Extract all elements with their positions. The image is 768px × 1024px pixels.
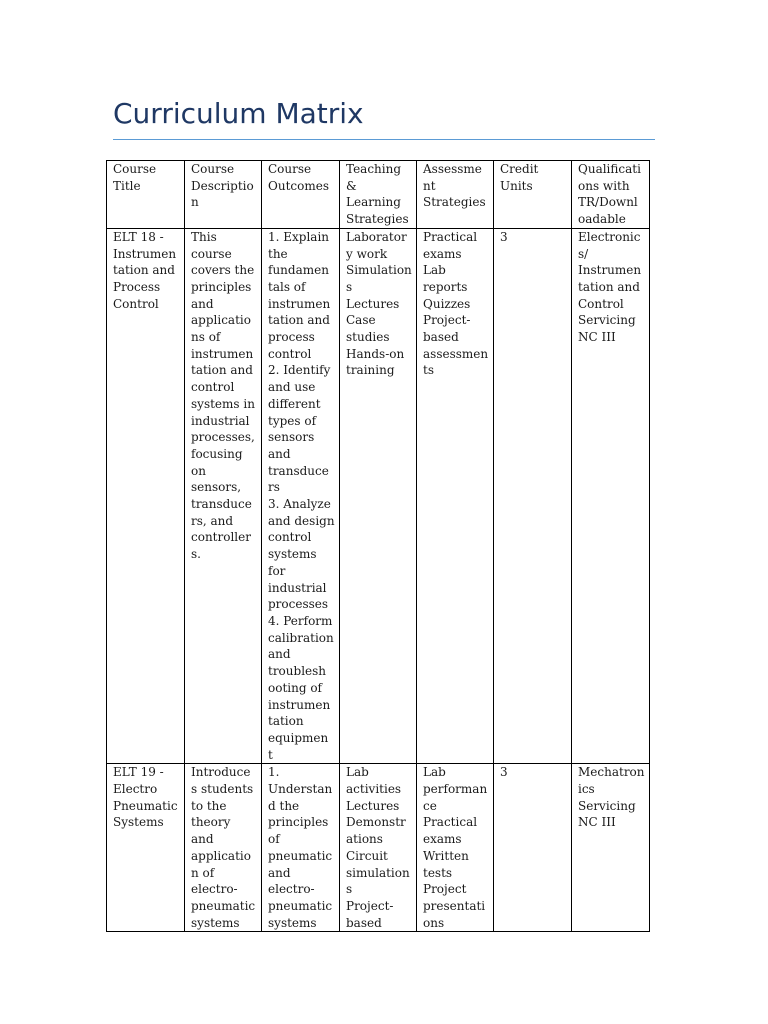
table-cell-course-outcomes [262, 764, 340, 932]
cell-text-line: processes, [191, 430, 255, 445]
cell-text-line: the [268, 246, 288, 261]
header-cell-teaching-learning-strategies [340, 161, 417, 229]
cell-text-line: activities [346, 782, 402, 797]
cell-text-line: rs [268, 480, 280, 495]
cell-text-line: and [191, 832, 214, 847]
cell-text-line: y work [346, 246, 388, 261]
cell-text-line: Project- [346, 898, 394, 913]
cell-text-line: n of [191, 865, 215, 880]
cell-text-line: exams [423, 246, 462, 261]
cell-text-line: Circuit [346, 848, 388, 863]
cell-text-line: Project- [423, 313, 471, 328]
table-cell-course-title [107, 764, 185, 932]
cell-text-line: systems [268, 915, 317, 930]
cell-text-line: Practical [423, 815, 478, 830]
cell-text-line: course [191, 246, 232, 261]
cell-text-line: Servicing [578, 798, 636, 813]
cell-text-line: and design [268, 513, 335, 528]
cell-text-line: Assessme [423, 162, 482, 176]
header-cell-course-outcomes [262, 161, 340, 229]
cell-text-line: s students [191, 782, 254, 797]
cell-text-line: & [346, 178, 357, 193]
cell-text-line: calibration [268, 630, 334, 645]
cell-text-line: Course [268, 162, 312, 176]
cell-text-line: instrumen [268, 697, 331, 712]
cell-text-line: ELT 18 - [113, 229, 164, 244]
cell-text-line: on [191, 463, 206, 478]
table-body [107, 161, 650, 932]
cell-text-line: t [268, 747, 273, 762]
cell-text-line: systems in [191, 396, 255, 411]
cell-text-line: Qualificati [578, 162, 641, 176]
cell-text-line: ons with [578, 178, 630, 193]
cell-text-line: ations [346, 832, 383, 847]
cell-text-line: 2. Identify [268, 363, 331, 378]
cell-text-line: electro- [191, 882, 238, 897]
cell-text-line: reports [423, 279, 468, 294]
cell-text-line: electro- [268, 882, 315, 897]
cell-text-line: 3. Analyze [268, 497, 331, 512]
cell-text-line: tests [423, 865, 453, 880]
table-cell-teaching-strategies [340, 228, 417, 764]
cell-text-line: s [346, 279, 353, 294]
cell-text-line: transduce [191, 497, 252, 512]
header-cell-course-description [185, 161, 262, 229]
table-row [107, 228, 650, 764]
cell-text-line: tation and [113, 263, 175, 278]
cell-text-line: s [346, 882, 353, 897]
cell-text-line: Lab [423, 765, 446, 780]
header-cell-assessment-strategies [417, 161, 494, 229]
cell-text-line: Systems [113, 815, 164, 830]
cell-text-line: ons [423, 915, 445, 930]
cell-text-line: of [268, 832, 280, 847]
page-title: Curriculum Matrix [113, 97, 364, 130]
cell-text-line: theory [191, 815, 231, 830]
cell-text-line: Credit [500, 162, 539, 176]
cell-text-line: ics [578, 782, 595, 797]
cell-text-line: Mechatron [578, 765, 645, 780]
table-cell-qualifications [572, 764, 650, 932]
cell-text-line: systems [268, 547, 317, 562]
cell-text-line: based [346, 915, 382, 930]
table-header-row [107, 161, 650, 229]
title-divider [113, 139, 655, 140]
cell-text-line: s. [191, 547, 201, 562]
cell-text-line: Written [423, 848, 469, 863]
cell-text-line: and [268, 865, 291, 880]
cell-text-line: Lab [423, 263, 446, 278]
cell-text-line: applicatio [191, 848, 251, 863]
cell-text-line: applicatio [191, 313, 251, 328]
cell-text-line: Introduce [191, 765, 251, 780]
cell-text-line: 3 [500, 229, 508, 244]
cell-text-line: Instrumen [113, 246, 177, 261]
table-cell-credit-units [494, 764, 572, 932]
cell-text-line: 1. [268, 765, 280, 780]
cell-text-line: ELT 19 - [113, 765, 164, 780]
cell-text-line: processes [268, 597, 329, 612]
cell-text-line: studies [346, 330, 390, 345]
cell-text-line: This [191, 229, 217, 244]
cell-text-line: presentati [423, 898, 486, 913]
cell-text-line: troublesh [268, 664, 327, 679]
header-cell-credit-units [494, 161, 572, 229]
cell-text-line: equipmen [268, 730, 329, 745]
cell-text-line: Descriptio [191, 178, 254, 193]
cell-text-line: Laborator [346, 229, 407, 244]
cell-text-line: n [191, 195, 199, 210]
cell-text-line: and use [268, 380, 316, 395]
cell-text-line: and [191, 296, 214, 311]
cell-text-line: ts [423, 363, 434, 378]
cell-text-line: Practical [423, 229, 478, 244]
cell-text-line: industrial [191, 413, 250, 428]
cell-text-line: tation and [268, 313, 330, 328]
cell-text-line: Course [191, 162, 235, 176]
cell-text-line: Lectures [346, 798, 400, 813]
cell-text-line: Electronic [578, 229, 641, 244]
cell-text-line: sensors, [191, 480, 242, 495]
cell-text-line: Process [113, 279, 161, 294]
cell-text-line: Units [500, 178, 533, 193]
cell-text-line: Learning [346, 195, 401, 210]
cell-text-line: assessmen [423, 346, 489, 361]
cell-text-line: for [268, 563, 286, 578]
cell-text-line: exams [423, 832, 462, 847]
cell-text-line: ce [423, 798, 437, 813]
cell-text-line: covers the [191, 263, 255, 278]
cell-text-line: Strategies [423, 195, 486, 210]
cell-text-line: fundamen [268, 263, 329, 278]
table-cell-assessment-strategies [417, 228, 494, 764]
cell-text-line: control [191, 380, 235, 395]
cell-text-line: NC III [578, 815, 616, 830]
cell-text-line: Lectures [346, 296, 400, 311]
cell-text-line: tation [268, 714, 304, 729]
table-cell-teaching-strategies [340, 764, 417, 932]
cell-text-line: Teaching [346, 162, 402, 176]
cell-text-line: to the [191, 798, 227, 813]
cell-text-line: tals of [268, 279, 306, 294]
table-row [107, 764, 650, 932]
cell-text-line: Title [113, 178, 141, 193]
cell-text-line: Hands-on [346, 346, 405, 361]
cell-text-line: training [346, 363, 395, 378]
cell-text-line: types of [268, 413, 317, 428]
table-cell-course-description [185, 764, 262, 932]
cell-text-line: ns of [191, 330, 221, 345]
cell-text-line: simulation [346, 865, 410, 880]
cell-text-line: Course [113, 162, 157, 176]
cell-text-line: Case [346, 313, 376, 328]
table-cell-credit-units [494, 228, 572, 764]
cell-text-line: process [268, 330, 315, 345]
cell-text-line: Pneumatic [113, 798, 178, 813]
table-cell-course-outcomes [262, 228, 340, 764]
cell-text-line: performan [423, 782, 488, 797]
cell-text-line: Simulation [346, 263, 412, 278]
table-cell-qualifications [572, 228, 650, 764]
cell-text-line: Control [578, 296, 624, 311]
table-cell-assessment-strategies [417, 764, 494, 932]
cell-text-line: Lab [346, 765, 369, 780]
cell-text-line: systems [191, 915, 240, 930]
cell-text-line: tation and [191, 363, 253, 378]
cell-text-line: 3 [500, 765, 508, 780]
cell-text-line: transduce [268, 463, 329, 478]
cell-text-line: TR/Downl [578, 195, 638, 210]
cell-text-line: Demonstr [346, 815, 406, 830]
cell-text-line: based [423, 330, 459, 345]
header-cell-course-title [107, 161, 185, 229]
cell-text-line: NC III [578, 330, 616, 345]
cell-text-line: Strategies [346, 212, 409, 227]
cell-text-line: rs, and [191, 513, 234, 528]
cell-text-line: 1. Explain [268, 229, 330, 244]
curriculum-matrix-table [106, 160, 650, 932]
table-cell-course-title [107, 228, 185, 764]
table-cell-course-description [185, 228, 262, 764]
cell-text-line: and [268, 647, 291, 662]
cell-text-line: instrumen [268, 296, 331, 311]
cell-text-line: and [268, 446, 291, 461]
cell-text-line: d the [268, 798, 300, 813]
header-cell-qualifications [572, 161, 650, 229]
cell-text-line: Control [113, 296, 159, 311]
cell-text-line: Servicing [578, 313, 636, 328]
cell-text-line: Project [423, 882, 467, 897]
cell-text-line: 4. Perform [268, 613, 333, 628]
cell-text-line: tation and [578, 279, 640, 294]
cell-text-line: pneumatic [268, 848, 333, 863]
cell-text-line: different [268, 396, 321, 411]
cell-text-line: control [268, 530, 312, 545]
cell-text-line: s/ [578, 246, 589, 261]
cell-text-line: focusing [191, 446, 243, 461]
cell-text-line: Quizzes [423, 296, 471, 311]
cell-text-line: oadable [578, 212, 626, 227]
cell-text-line: instrumen [191, 346, 254, 361]
cell-text-line: Instrumen [578, 263, 642, 278]
cell-text-line: pneumatic [268, 898, 333, 913]
cell-text-line: pneumatic [191, 898, 256, 913]
cell-text-line: sensors [268, 430, 315, 445]
cell-text-line: ooting of [268, 680, 322, 695]
cell-text-line: nt [423, 178, 436, 193]
cell-text-line: principles [268, 815, 329, 830]
cell-text-line: Understan [268, 782, 333, 797]
cell-text-line: Outcomes [268, 178, 329, 193]
cell-text-line: principles [191, 279, 252, 294]
cell-text-line: control [268, 346, 312, 361]
cell-text-line: Electro [113, 782, 158, 797]
cell-text-line: controller [191, 530, 251, 545]
cell-text-line: industrial [268, 580, 327, 595]
